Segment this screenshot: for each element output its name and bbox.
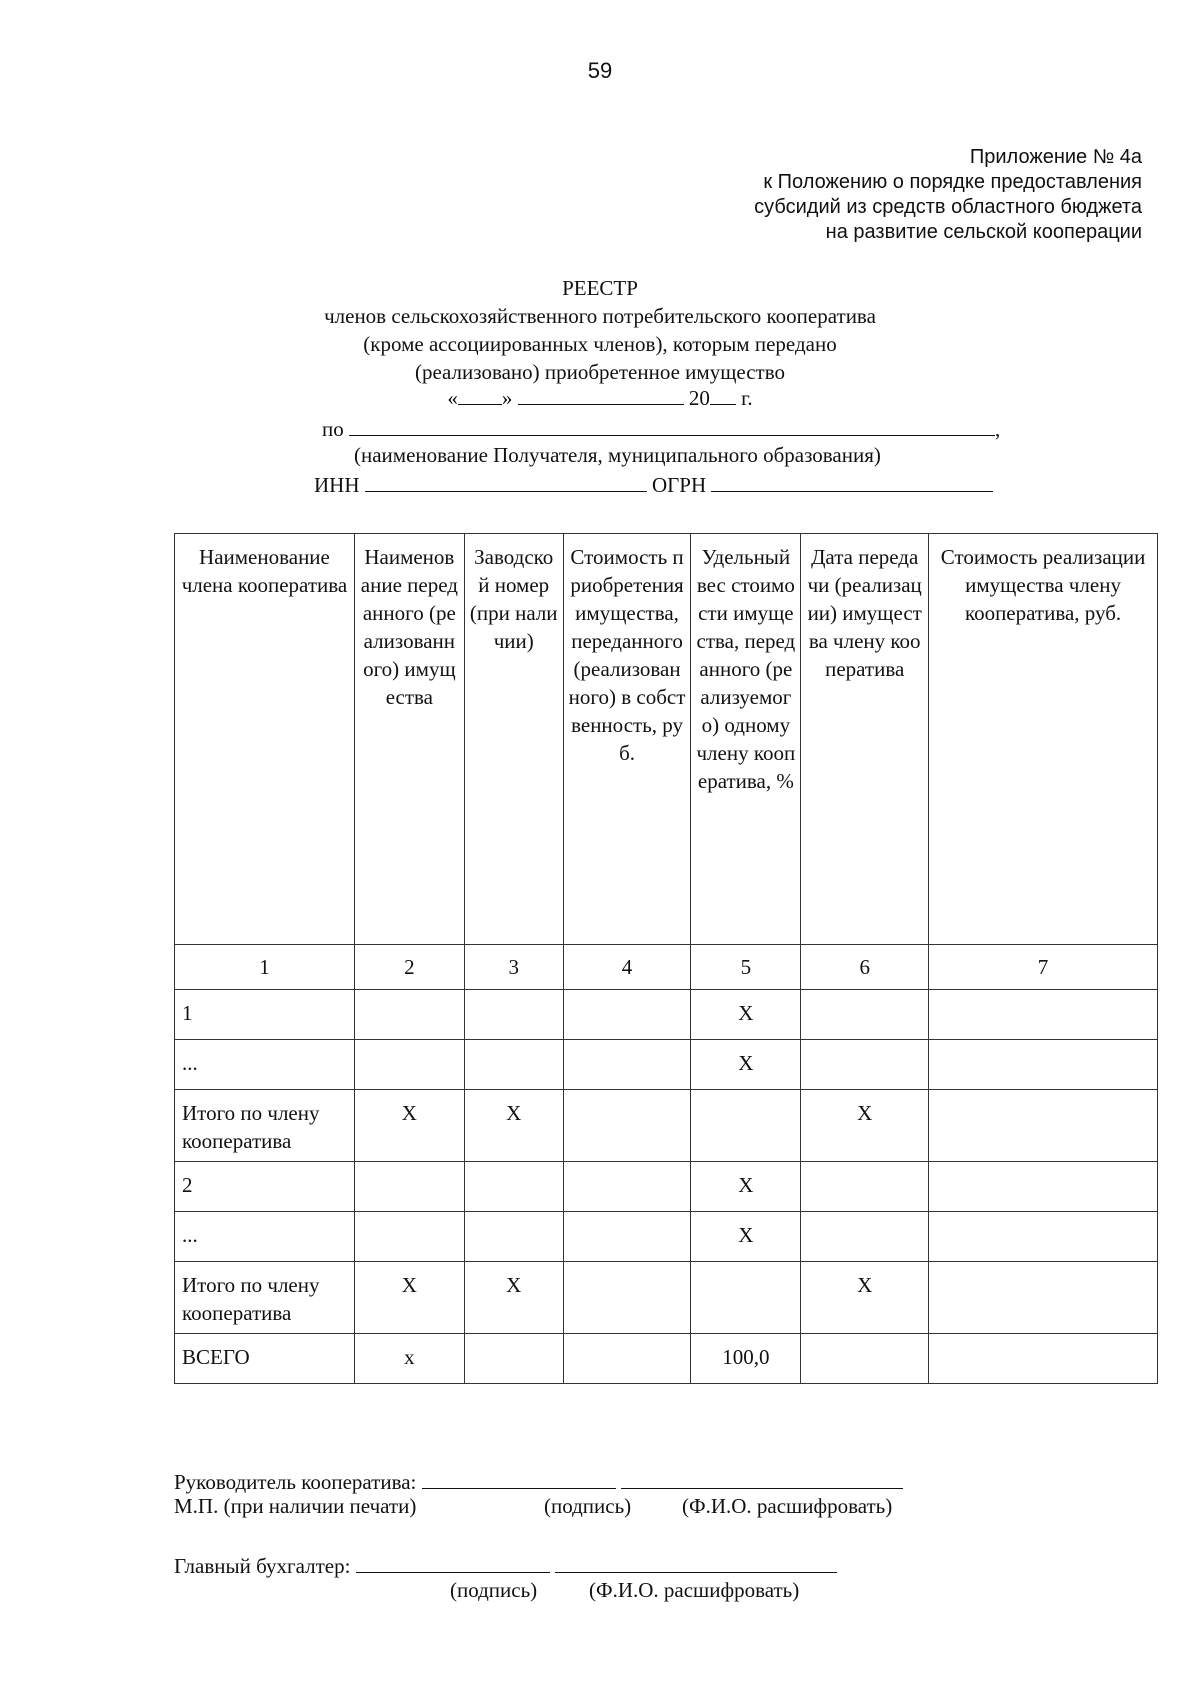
header-cell: Стоимость приобретения имущества, переданного (реализованного) в собственность, руб. bbox=[563, 534, 691, 945]
table-cell: X bbox=[354, 1090, 464, 1162]
head-signature-line bbox=[174, 1468, 903, 1495]
table-cell bbox=[354, 1162, 464, 1212]
year-blank bbox=[710, 384, 736, 405]
table-cell: 100,0 bbox=[691, 1334, 801, 1384]
table-cell bbox=[929, 1162, 1158, 1212]
table-row bbox=[175, 1040, 1158, 1090]
table-row bbox=[175, 990, 1158, 1040]
table-cell bbox=[929, 1212, 1158, 1262]
header-cell: Стоимость реализации имущества члену кооператива, руб. bbox=[929, 534, 1158, 945]
table-cell bbox=[464, 1162, 563, 1212]
table-cell: X bbox=[801, 1262, 929, 1334]
table-cell bbox=[929, 1334, 1158, 1384]
recipient-blank bbox=[349, 415, 995, 436]
table-cell bbox=[563, 1090, 691, 1162]
header-cell: Удельный вес стоимости имущества, переданного (реализуемого) одному члену кооператива, % bbox=[691, 534, 801, 945]
head-name-caption: (Ф.И.О. расшифровать) bbox=[682, 1494, 893, 1518]
appendix-note bbox=[754, 145, 1142, 245]
table-cell bbox=[563, 990, 691, 1040]
recipient-line bbox=[322, 415, 1000, 442]
table-cell bbox=[464, 1212, 563, 1262]
table-cell bbox=[464, 1334, 563, 1384]
ogrn-label: ОГРН bbox=[652, 473, 707, 497]
inn-blank bbox=[365, 471, 647, 492]
appendix-line: к Положению о порядке предоставления bbox=[763, 171, 1142, 193]
table-row-subtotal bbox=[175, 1090, 1158, 1162]
table-cell: 2 bbox=[175, 1162, 355, 1212]
table-cell bbox=[691, 1090, 801, 1162]
table-cell: X bbox=[354, 1262, 464, 1334]
table-cell bbox=[691, 1262, 801, 1334]
table-cell: ... bbox=[175, 1040, 355, 1090]
table-cell bbox=[464, 1040, 563, 1090]
head-signature-caption: (подпись) bbox=[544, 1494, 632, 1518]
column-number: 6 bbox=[801, 945, 929, 990]
head-signature-blank bbox=[422, 1468, 616, 1489]
inn-ogrn-line bbox=[314, 471, 993, 498]
inn-label: ИНН bbox=[314, 473, 360, 497]
table-cell bbox=[929, 1090, 1158, 1162]
column-number: 3 bbox=[464, 945, 563, 990]
head-name-blank bbox=[621, 1468, 903, 1489]
document-title bbox=[0, 274, 1200, 386]
table-cell: Итого по члену кооператива bbox=[175, 1262, 355, 1334]
stamp-label: М.П. (при наличии печати) bbox=[174, 1494, 417, 1518]
table-cell bbox=[801, 990, 929, 1040]
table-cell bbox=[563, 1040, 691, 1090]
po-label: по bbox=[322, 417, 344, 441]
column-number: 1 bbox=[175, 945, 355, 990]
page-number: 59 bbox=[587, 58, 613, 83]
appendix-line: на развитие сельской кооперации bbox=[825, 221, 1142, 243]
accountant-signature-blank bbox=[356, 1552, 550, 1573]
table-cell bbox=[354, 990, 464, 1040]
table-row bbox=[175, 1162, 1158, 1212]
accountant-signature-caption: (подпись) bbox=[450, 1578, 538, 1602]
date-close-quote: » bbox=[501, 386, 513, 410]
title-line: (реализовано) приобретенное имущество bbox=[414, 360, 785, 384]
recipient-comma: , bbox=[995, 417, 1001, 441]
table-cell: Итого по члену кооператива bbox=[175, 1090, 355, 1162]
table-cell bbox=[563, 1162, 691, 1212]
table-cell bbox=[354, 1040, 464, 1090]
title-line: членов сельскохозяйственного потребительского кооператива bbox=[324, 304, 876, 328]
table-cell: ВСЕГО bbox=[175, 1334, 355, 1384]
table-cell bbox=[563, 1334, 691, 1384]
column-number-row bbox=[175, 945, 1158, 990]
table-cell bbox=[563, 1262, 691, 1334]
table-cell: X bbox=[464, 1262, 563, 1334]
column-number: 5 bbox=[691, 945, 801, 990]
header-cell: Заводской номер (при наличии) bbox=[464, 534, 563, 945]
column-number: 4 bbox=[563, 945, 691, 990]
table-cell bbox=[801, 1334, 929, 1384]
accountant-name-caption: (Ф.И.О. расшифровать) bbox=[589, 1578, 800, 1602]
table-cell bbox=[354, 1212, 464, 1262]
header-cell: Наименование переданного (реализованного) имущества bbox=[354, 534, 464, 945]
appendix-line: субсидий из средств областного бюджета bbox=[754, 196, 1142, 218]
table-header-row bbox=[175, 534, 1158, 945]
registry-table bbox=[174, 533, 1158, 1384]
date-line bbox=[0, 384, 1200, 411]
accountant-label: Главный бухгалтер: bbox=[174, 1554, 351, 1578]
table-cell: ... bbox=[175, 1212, 355, 1262]
header-cell: Наименование члена кооператива bbox=[175, 534, 355, 945]
recipient-caption: (наименование Получателя, муниципального образования) bbox=[354, 443, 881, 467]
accountant-name-blank bbox=[555, 1552, 837, 1573]
table-cell bbox=[563, 1212, 691, 1262]
table-cell bbox=[464, 990, 563, 1040]
table-cell: X bbox=[464, 1090, 563, 1162]
year-suffix: г. bbox=[741, 386, 753, 410]
accountant-signature-line bbox=[174, 1552, 837, 1579]
table-cell bbox=[801, 1162, 929, 1212]
column-number: 2 bbox=[354, 945, 464, 990]
month-blank bbox=[518, 384, 684, 405]
table-cell: 1 bbox=[175, 990, 355, 1040]
date-open-quote: « bbox=[447, 386, 458, 410]
table-cell bbox=[929, 1262, 1158, 1334]
table-cell: x bbox=[354, 1334, 464, 1384]
title-line: (кроме ассоциированных членов), которым передано bbox=[363, 332, 837, 356]
day-blank bbox=[458, 384, 502, 405]
table-cell bbox=[801, 1212, 929, 1262]
column-number: 7 bbox=[929, 945, 1158, 990]
table-row bbox=[175, 1212, 1158, 1262]
year-prefix: 20 bbox=[688, 386, 710, 410]
table-cell: X bbox=[691, 1162, 801, 1212]
head-label: Руководитель кооператива: bbox=[174, 1470, 417, 1494]
table-cell bbox=[929, 1040, 1158, 1090]
table-cell: X bbox=[801, 1090, 929, 1162]
appendix-line: Приложение № 4а bbox=[969, 146, 1142, 168]
title-heading: РЕЕСТР bbox=[562, 276, 638, 300]
table-cell: X bbox=[691, 1040, 801, 1090]
table-row-total bbox=[175, 1334, 1158, 1384]
header-cell: Дата передачи (реализации) имущества члену кооператива bbox=[801, 534, 929, 945]
table-cell: X bbox=[691, 1212, 801, 1262]
table-cell bbox=[929, 990, 1158, 1040]
table-cell bbox=[801, 1040, 929, 1090]
table-cell: X bbox=[691, 990, 801, 1040]
table-row-subtotal bbox=[175, 1262, 1158, 1334]
ogrn-blank bbox=[711, 471, 993, 492]
